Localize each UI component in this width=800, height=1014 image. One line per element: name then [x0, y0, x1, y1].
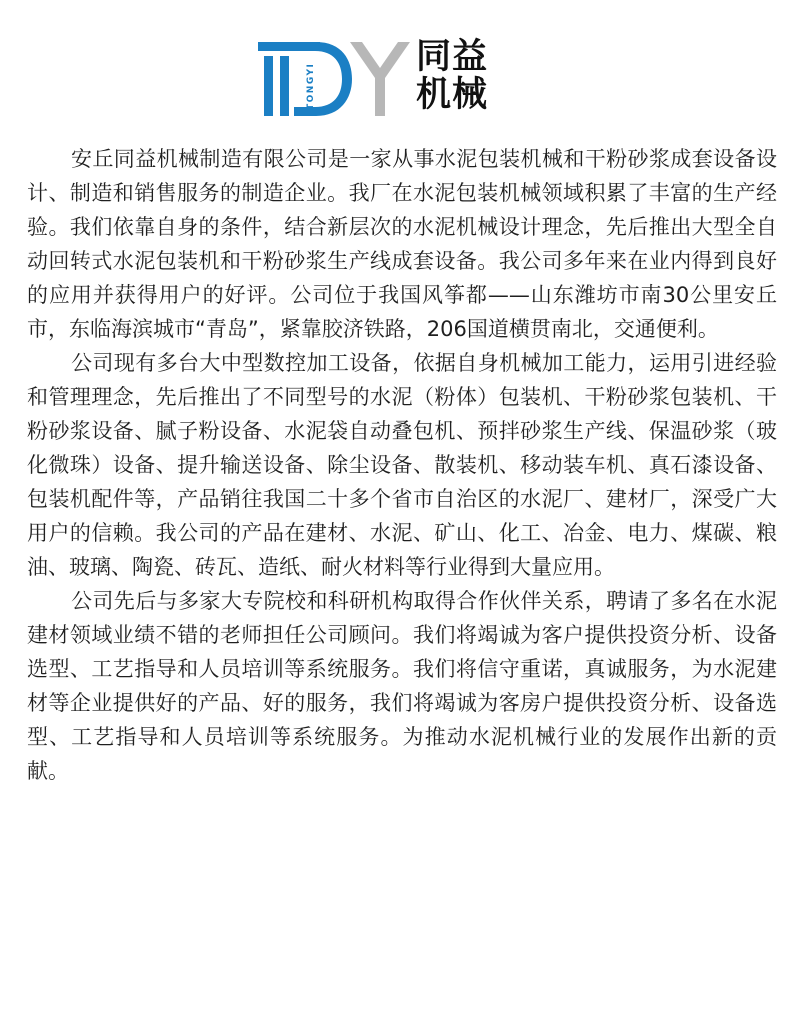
company-header [258, 38, 518, 118]
company-name-logo [416, 38, 516, 118]
tongyi-logo-icon [258, 38, 410, 118]
company-name-line-1: 同益 [416, 37, 489, 77]
intro-paragraph-3: 公司先后与多家大专院校和科研机构取得合作伙伴关系，聘请了多名在水泥建材领域业绩不错的老师担任公司顾问。我们将竭诚为客户提供投资分析、设备选型、工艺指导和人员培训等系统服务。我们将信守重诺，真诚服务，为水泥建材等企业提供好的产品、好的服务，我们将竭诚为客房户提供投资分析、设备选型、工艺指导和人员培训等系统服务。为推动水泥机械行业的发展作出新的贡献。 [27, 589, 777, 783]
company-name-line-2: 机械 [416, 75, 489, 115]
intro-paragraph-1: 安丘同益机械制造有限公司是一家从事水泥包装机械和干粉砂浆成套设备设计、制造和销售服务的制造企业。我厂在水泥包装机械领域积累了丰富的生产经验。我们依靠自身的条件，结合新层次的水泥机械设计理念，先后推出大型全自动回转式水泥包装机和干粉砂浆生产线成套设备。我公司多年来在业内得到良好的应用并获得用户的好评。公司位于我国风筝都——山东潍坊市南30公里安丘市，东临海滨城市“青岛”，紧靠胶济铁路，206国道横贯南北，交通便利。 [27, 147, 777, 341]
logo-wordmark: TONGYI [306, 62, 316, 110]
company-introduction [27, 142, 777, 788]
intro-paragraph-2: 公司现有多台大中型数控加工设备，依据自身机械加工能力，运用引进经验和管理理念，先后推出了不同型号的水泥（粉体）包装机、干粉砂浆包装机、干粉砂浆设备、腻子粉设备、水泥袋自动叠包机、预拌砂浆生产线、保温砂浆（玻化微珠）设备、提升输送设备、除尘设备、散装机、移动装车机、真石漆设备、包装机配件等，产品销往我国二十多个省市自治区的水泥厂、建材厂，深受广大用户的信赖。我公司的产品在建材、水泥、矿山、化工、冶金、电力、煤碳、粮油、玻璃、陶瓷、砖瓦、造纸、耐火材料等行业得到大量应用。 [27, 351, 777, 579]
